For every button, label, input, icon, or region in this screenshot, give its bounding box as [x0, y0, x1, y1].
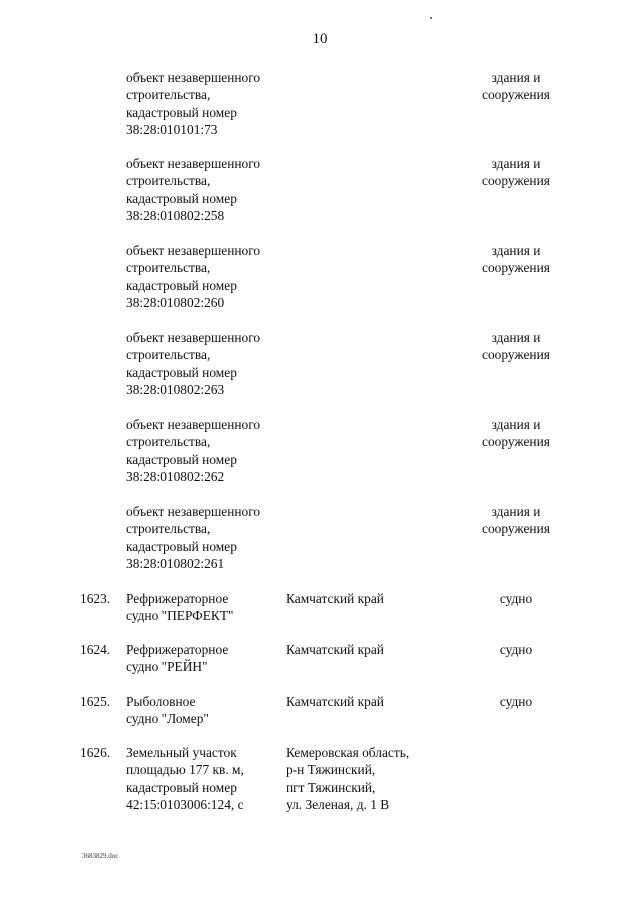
- row-type: судно: [499, 694, 533, 709]
- row-description: Рефрижераторное судно "РЕЙН": [126, 642, 229, 675]
- scan-speck: [430, 17, 432, 19]
- row-type: здания и сооружения: [482, 504, 550, 537]
- row-number: 1626.: [80, 745, 111, 760]
- row-type: здания и сооружения: [482, 417, 550, 450]
- row-description: объект незавершенного строительства, кадастровый номер 38:28:010802:262: [126, 417, 261, 485]
- row-description: объект незавершенного строительства, кадастровый номер 38:28:010802:258: [126, 156, 261, 224]
- row-region: Камчатский край: [286, 591, 384, 606]
- row-number: 1625.: [80, 694, 111, 709]
- row-description: объект незавершенного строительства, кадастровый номер 38:28:010802:263: [126, 330, 261, 398]
- row-region: Камчатский край: [286, 694, 384, 709]
- row-number: 1624.: [80, 642, 111, 657]
- row-type: здания и сооружения: [482, 330, 550, 363]
- row-description: объект незавершенного строительства, кадастровый номер 38:28:010802:261: [126, 504, 261, 572]
- row-region: Камчатский край: [286, 642, 384, 657]
- row-type: здания и сооружения: [482, 243, 550, 276]
- row-type: судно: [499, 591, 533, 606]
- row-region: Кемеровская область, р-н Тяжинский, пгт Тяжинский, ул. Зеленая, д. 1 В: [286, 745, 410, 813]
- row-type: здания и сооружения: [482, 70, 550, 103]
- row-type: здания и сооружения: [482, 156, 550, 189]
- page-number: 10: [312, 31, 328, 47]
- row-description: Земельный участок площадью 177 кв. м, кадастровый номер 42:15:0103006:124, с: [126, 745, 244, 813]
- document-filename: 3683829.doc: [82, 852, 119, 860]
- row-number: 1623.: [80, 591, 111, 606]
- row-description: Рефрижераторное судно "ПЕРФЕКТ": [126, 591, 234, 624]
- row-type: судно: [499, 642, 533, 657]
- row-description: объект незавершенного строительства, кадастровый номер 38:28:010802:260: [126, 243, 261, 311]
- row-description: объект незавершенного строительства, кадастровый номер 38:28:010101:73: [126, 70, 261, 138]
- row-description: Рыболовное судно "Ломер": [126, 694, 209, 727]
